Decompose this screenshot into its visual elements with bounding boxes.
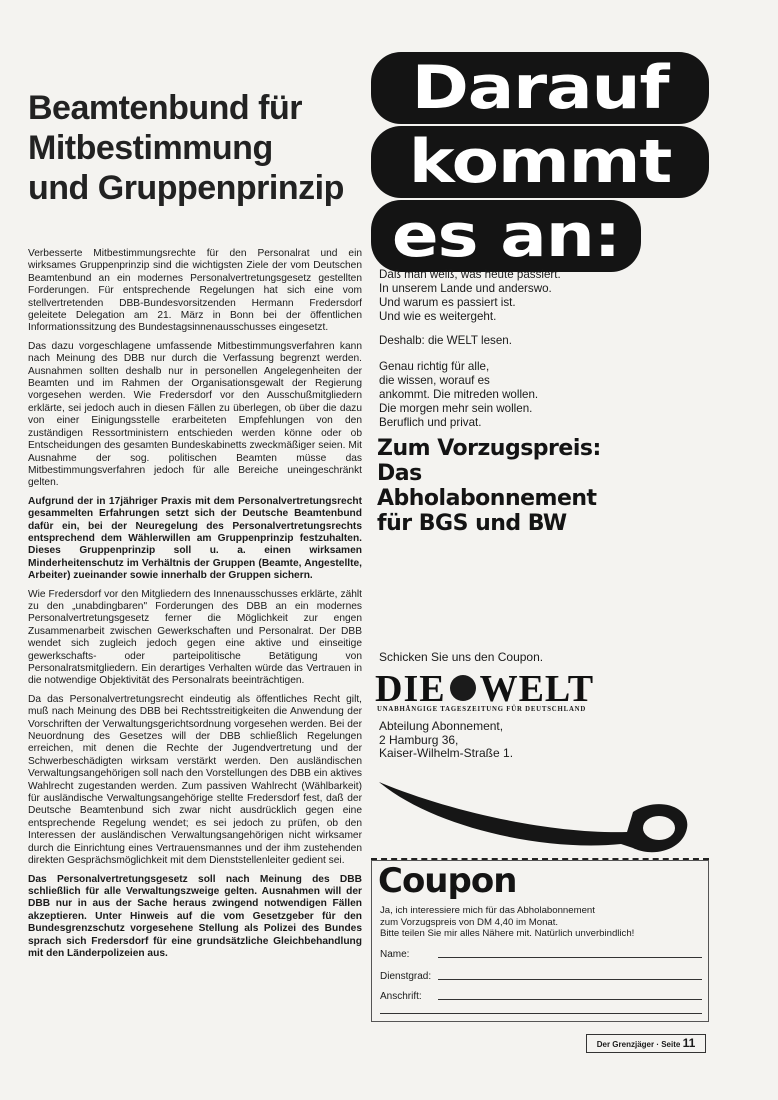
ad-headline-2: kommt [371, 126, 709, 198]
ad-address: Abteilung Abonnement, 2 Hamburg 36, Kaiser-Wilhelm-Straße 1. [379, 719, 514, 760]
headline-line-3: und Gruppenprinzip [28, 169, 344, 207]
page-number: 11 [682, 1036, 696, 1050]
article-paragraph-3: Aufgrund der in 17jähriger Praxis mit dem Personalvertretungsrecht gesammelten Erfahrungen setzt sich der Deutsche Beamtenbund dafür ein, bei der Neuregelung des Personalvertretungsrechts entsprechend dem Wählerwillen am Gruppenprinzip festzuhalten. Dieses Gruppenprinzip soll u. a. einen wirksamen Minderheitenschutz im Verhältnis der Gruppen (Beamte, Angestellte, Arbeiter) zueinander sowie innerhalb der Gruppen sichern. [28, 495, 362, 582]
die-welt-advertisement [371, 52, 709, 1042]
logo-tagline: UNABHÄNGIGE TAGESZEITUNG FÜR DEUTSCHLAND [377, 706, 587, 713]
ad-copy-block-3: Genau richtig für alle, die wissen, worauf es ankommt. Die mitreden wollen. Die morgen mehr sein wollen. Beruflich und privat. [379, 360, 539, 429]
article-paragraph-2: Das dazu vorgeschlagene umfassende Mitbestimmungsverfahren kann nach Meinung des DBB nur durch die Verfassung begrenzt werden. Ausnahmen sollten deshalb nur in personellen Angelegenheiten der Beamten und im Rahmen der Organisationsgewalt der Regierung vorgesehen werden. Wie Fredersdorf vor den Ausschußmitgliedern erklärte, sei jedoch auch in diesen Fällen zu überlegen, ob über die dazu von einer Einigungsstelle erarbeiteten Empfehlungen von den zuständigen Ressortministern entschieden werden könne oder ob Entscheidungen des gesamten Bundeskabinetts zweckmäßiger seien. Mit Ausnahme der sog. politischen Beamten müsse das Mitbestimmungsverfahren jedoch für alle Bereiche uneingeschränkt gelten. [28, 340, 362, 489]
ad-headline-1: Darauf [371, 52, 709, 124]
article-paragraph-4: Wie Fredersdorf vor den Mitgliedern des Innenausschusses erklärte, zählt zu den „unabdingbaren" Forderungen des DBB an ein modernes Personalvertretungsgesetz ferner die Möglichkeit zur engen Zusammenarbeit zwischen Gewerkschaften und Personalrat. Der DBB wendet sich zugleich jedoch gegen eine aktive und einseitige gewerkschafts- oder parteipolitische Betätigung von Personalratsmitgliedern. Ein derartiges Verhalten würde das Vertrauen in die notwendige Objektivität des Personalrats beeinträchtigen. [28, 588, 362, 687]
headline-line-2: Mitbestimmung [28, 129, 273, 167]
ad-headline-3: es an: [371, 200, 641, 272]
die-welt-logo: DIE WELT [375, 668, 595, 710]
globe-icon [450, 675, 476, 701]
article-paragraph-1: Verbesserte Mitbestimmungsrechte für den Personalrat und ein wirksames Gruppenprinzip sind die wichtigsten Ziele der vom Deutschen Beamtenbund an ein modernes Personalvertretungsgesetz gestellten Forderungen. Für entsprechende Regelungen hat sich eine vom stellvertretenden DBB-Bundesvorsitzenden Hermann Fredersdorf geleitete Delegation am 21. März in Bonn bei der öffentlichen Informationssitzung des Bundestagsinnenausschusses eingesetzt. [28, 248, 362, 334]
page-footer [586, 1034, 706, 1053]
coupon-text: Ja, ich interessiere mich für das Abholabonnement zum Vorzugspreis von DM 4,40 im Monat. Bitte teilen Sie mir alles Nähere mit. Natürlich unverbindlich! [380, 905, 635, 939]
coupon-form [371, 860, 709, 1022]
rank-field[interactable]: Dienstgrad: [380, 971, 702, 982]
ad-copy-block-1: Daß man weiß, was heute passiert. In unserem Lande und anderswo. Und warum es passiert ist. Und wie es weitergeht. [379, 268, 561, 323]
headline-line-1: Beamtenbund für [28, 89, 302, 127]
address-field[interactable]: Anschrift: [380, 991, 702, 1002]
scissors-icon [371, 762, 709, 862]
coupon-title: Coupon [378, 861, 517, 901]
footer-label: Der Grenzjäger · Seite [596, 1040, 681, 1049]
name-field[interactable]: Name: [380, 949, 702, 960]
article-paragraph-5: Da das Personalvertretungsrecht eindeutig als öffentliches Recht gilt, muß nach Meinung des DBB bei Rechtsstreitigkeiten die Anwendung der Vorschriften der Verwaltungsgerichtsordnung vorgesehen werden. Bei der Neuordnung des Gesetzes will der DBB schließlich Regelungen erreichen, mit denen die Rechte der Jugendvertretung und der Schwerbeschädigten wirksam verstärkt werden. Den ausländischen Verwaltungsangehörigen soll nach den Vorstellungen des DBB ein aktives Wahlrecht zugestanden werden. Zum passiven Wahlrecht (Wählbarkeit) für ausländische Verwaltungsangehörige stellte Fredersdorf fest, daß der Deutsche Beamtenbund sich zwar nicht ausdrücklich gegen eine entsprechende Regelung wendet; es sei jedoch zu prüfen, ob den Interessen der ausländischen Verwaltungsangehörigen nicht wirksamer durch die Einrichtung eines Vertrauensmannes und der ihm zustehenden direkten Gesprächsmöglichkeit mit dem Dienststellenleiter gedient sei. [28, 693, 362, 867]
article-paragraph-6: Das Personalvertretungsgesetz soll nach Meinung des DBB schließlich für alle Verwaltungszweige gelten. Ausnahmen will der DBB nur in aus der Sache heraus zwingend notwendigen Fällen akzeptieren. Unter Hinweis auf die vom Gesetzgeber für den Bundesgrenzschutz vorgesehene Stellung als Polizei des Bundes sprach sich Fredersdorf für eine grundsätzliche Gleichbehandlung mit den Länderpolizeien aus. [28, 873, 362, 959]
address-field-extra-line[interactable] [380, 1011, 702, 1014]
headline [28, 88, 368, 208]
ad-promo: Zum Vorzugspreis: Das Abholabonnement für BGS und BW [377, 436, 601, 536]
article-body [28, 248, 362, 966]
ad-copy-block-2: Deshalb: die WELT lesen. [379, 334, 512, 347]
ad-send-coupon: Schicken Sie uns den Coupon. [379, 650, 544, 664]
